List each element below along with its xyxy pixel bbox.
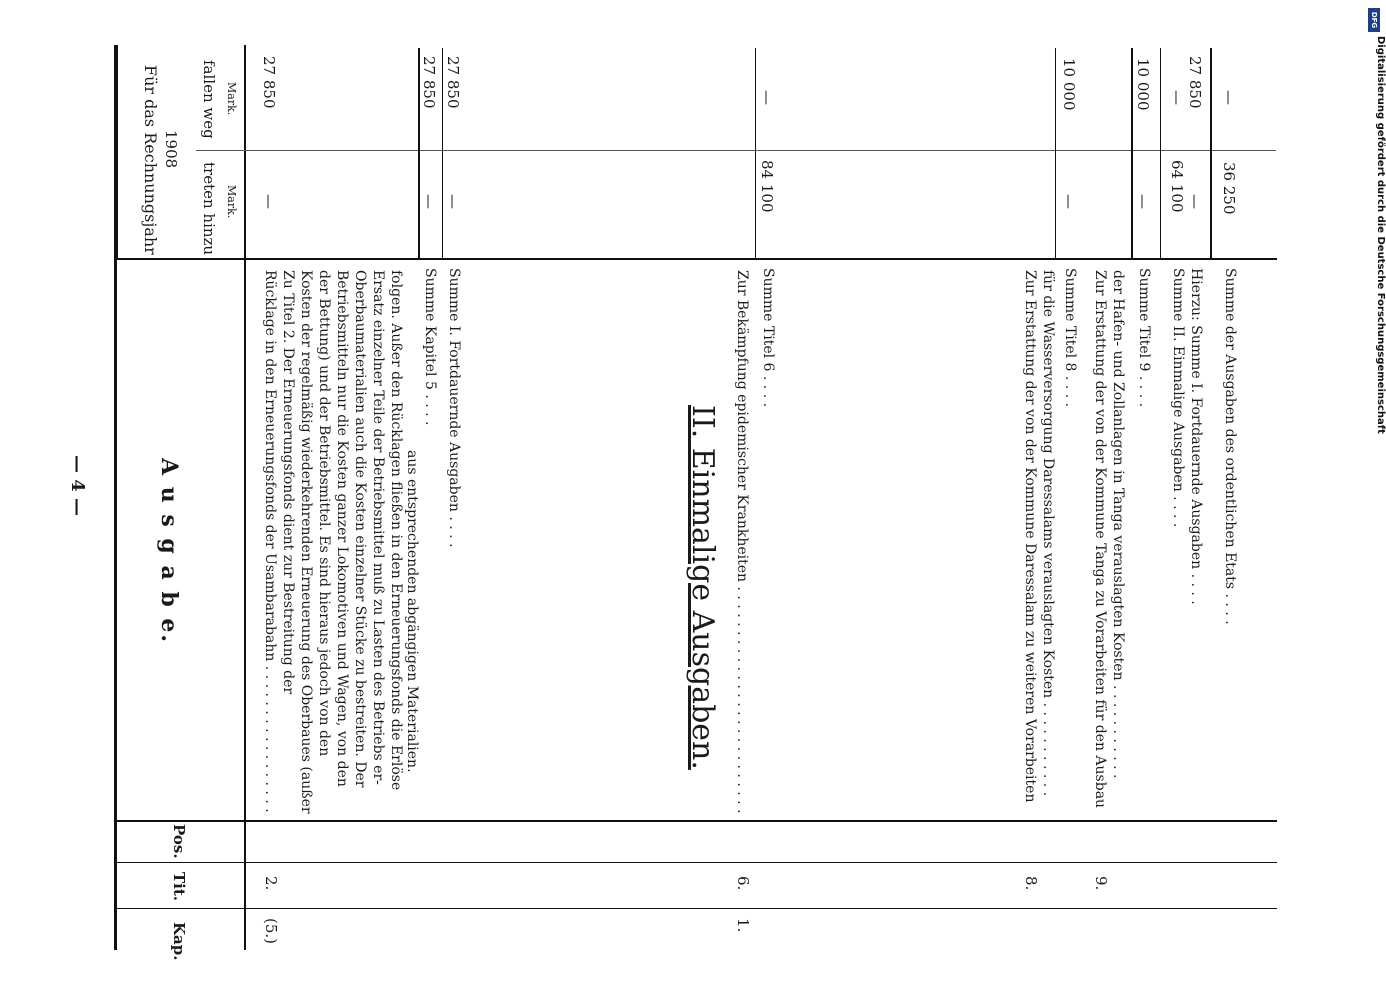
header-fallen-weg: fallen weg: [200, 60, 218, 139]
s2-item9-line-1: der Hafen- und Zollanlagen in Tanga verauslagten Kosten . . . . . . . . . . .: [1110, 270, 1126, 779]
s1-fallen: 27 850: [260, 56, 278, 109]
header-treten-hinzu: treten hinzu: [200, 162, 218, 256]
s2-summe-titel8: Summe Titel 8 . . . .: [1062, 268, 1078, 408]
s2-summe-einmalig: Summe II. Einmalige Ausgaben . . . .: [1170, 268, 1186, 528]
dfg-logo: DFG: [1368, 8, 1380, 32]
s1-summe-fortdauernd-treten: —: [444, 194, 462, 209]
s2-hierzu-fallen: 27 850: [1186, 56, 1204, 109]
s2-summe-einmalig-fallen: —: [1168, 90, 1186, 105]
s1-tit: 2.: [262, 876, 280, 891]
s2-hierzu: Hierzu: Summe I. Fortdauernde Ausgaben . . . .: [1188, 268, 1204, 605]
header-tit: Tit.: [170, 872, 188, 902]
s2-item6-treten: 84 100: [758, 160, 776, 213]
s2-summe-titel6: Summe Titel 6 . . . .: [760, 268, 776, 408]
year-column-separator: [196, 150, 1276, 151]
s1-line-0: Rücklage in den Erneuerungsfonds der Usambarabahn . . . . . . . . . . . . . . . . .: [262, 270, 278, 813]
sum-rule-titel8: [1055, 48, 1056, 258]
top-rule: [117, 45, 118, 260]
s1-summe-kapitel-treten: —: [420, 194, 438, 209]
section2-heading: II. Einmalige Ausgaben.: [685, 405, 720, 770]
s1-summe-fortdauernd-fallen: 27 850: [444, 56, 462, 109]
s1-summe-kapitel-fallen: 27 850: [420, 56, 438, 109]
column-header-separator: [117, 258, 1277, 260]
sum-rule-fortdauernd: [442, 48, 443, 258]
column-separator-tit: [117, 862, 1277, 863]
s1-summe-kapitel: Summe Kapitel 5 . . . .: [422, 268, 438, 426]
header-year: 1908: [162, 130, 180, 169]
s1-line-1: Zu Titel 2. Der Erneuerungsfonds dient zur Bestreitung der: [280, 270, 296, 695]
s1-summe-fortdauernd: Summe I. Fortdauernde Ausgaben . . . .: [446, 268, 462, 548]
s2-item6-fallen: —: [758, 90, 776, 105]
sum-rule-titel6: [755, 48, 756, 258]
s2-item8-line-1: für die Wasserversorgung Daressalams verauslagten Kosten . . . . . . . . . . .: [1040, 270, 1056, 797]
page-number: — 4 —: [67, 455, 88, 517]
s2-item8-treten: —: [1060, 194, 1078, 209]
s2-item9-treten: —: [1134, 194, 1152, 209]
s1-line-2: Kosten der regelmäßig wiederkehrenden Erneuerung des Oberbaues (außer: [298, 270, 314, 814]
s2-tit9: 9.: [1092, 876, 1110, 891]
s2-item9-fallen: 10 000: [1134, 58, 1152, 111]
column-separator-kap: [117, 908, 1277, 909]
header-pos: Pos.: [170, 824, 188, 859]
s2-tit6: 6.: [734, 876, 752, 891]
header-treten-mark: Mark.: [225, 185, 238, 219]
page-heading: A u s g a b e.: [156, 458, 182, 645]
header-fallen-mark: Mark.: [225, 82, 238, 116]
s1-line-4: Betriebsmitteln nur die Kosten ganzer Lokomotiven und Wagen, von den: [334, 270, 350, 787]
sum-rule-einmalig: [1160, 48, 1161, 258]
s2-summe-ordentlich-fallen: —: [1220, 90, 1238, 105]
digitization-note: Digitalisierung gefördert durch die Deutsche Forschungsgemeinschaft: [1375, 36, 1386, 434]
header-year-title: Für das Rechnungsjahr: [141, 65, 160, 255]
s1-treten: —: [260, 194, 278, 209]
s1-line-7: folgen. Außer den Rücklagen fließen in den Erneuerungsfonds die Erlöse: [388, 270, 404, 791]
s2-summe-ordentlich-treten: 36 250: [1220, 162, 1238, 215]
s1-line-5: Oberbaumaterialien auch die Kosten einzelner Stücke zu bestreiten. Der: [352, 270, 368, 788]
s1-kap: (5.): [262, 918, 280, 945]
sum-rule-hierzu: [1210, 48, 1212, 258]
s2-hierzu-treten: —: [1186, 194, 1204, 209]
s2-item9-line-0: Zur Erstattung der von der Kommune Tanga zu Vorarbeiten für den Ausbau: [1092, 270, 1108, 809]
s2-item8-fallen: 10 000: [1060, 58, 1078, 111]
s2-tit8: 8.: [1022, 876, 1040, 891]
sum-rule-titel9: [1131, 48, 1133, 258]
s2-summe-einmalig-treten: 64 100: [1168, 160, 1186, 213]
header-kap: Kap.: [170, 922, 188, 961]
s2-item8-line-0: Zur Erstattung der von der Kommune Daressalam zu weiteren Vorarbeiten: [1022, 270, 1038, 803]
table-header-rule: [244, 45, 246, 950]
s2-kap: 1.: [734, 918, 752, 933]
s2-summe-titel9: Summe Titel 9 . . . .: [1136, 268, 1152, 408]
s2-summe-ordentlich: Summe der Ausgaben des ordentlichen Etats . . . .: [1222, 268, 1238, 625]
s1-line-8: aus entsprechenden abgängigen Materialien.: [404, 450, 420, 773]
column-header-separator-2: [117, 820, 1277, 822]
s1-line-6: Ersatz einzelner Teile der Betriebsmittel muß zu Lasten des Betriebs er-: [370, 270, 386, 785]
s2-item6: Zur Bekämpfung epidemischer Krankheiten . . . . . . . . . . . . . . . . . . . . . . . . . .: [734, 270, 750, 814]
s1-line-3: der Bettung) und der Betriebsmittel. Es sind hieraus jedoch von den: [316, 270, 332, 757]
